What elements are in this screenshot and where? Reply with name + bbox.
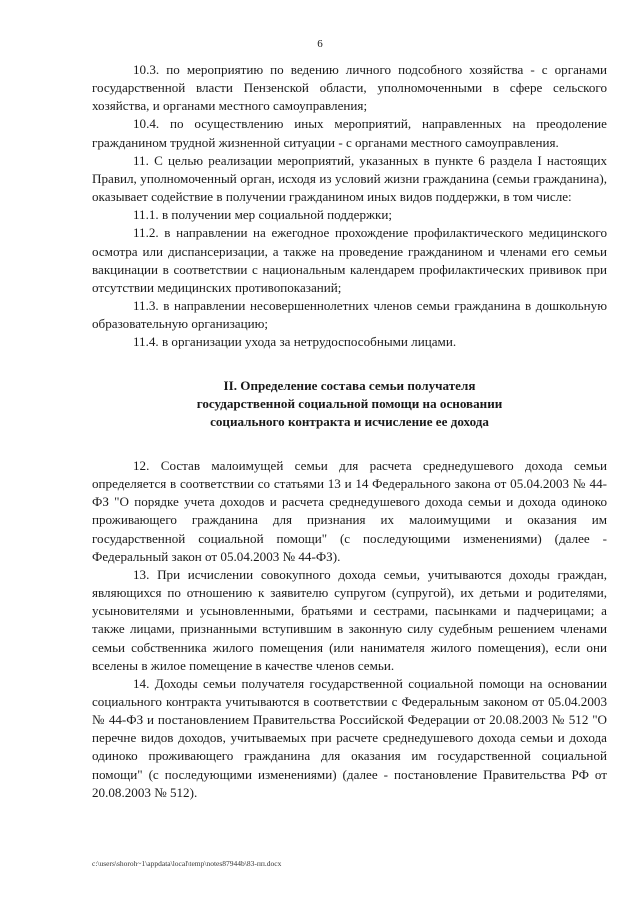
paragraph-11: 11. С целью реализации мероприятий, указанных в пункте 6 раздела I настоящих Правил, уполномоченный орган, исходя из условий жизни гражданина (семьи гражданина), оказывает содействие в получении гражданином иных видов поддержки, в том числе: xyxy=(92,152,607,205)
paragraph-14: 14. Доходы семьи получателя государственной социальной помощи на основании социального контракта учитываются в соответствии с Федеральным законом от 05.04.2003 № 44-ФЗ и постановлением Правительства Российской Федерации от 20.08.2003 № 512 "О перечне видов доходов, учитываемых при расчете среднедушевого дохода семьи и дохода одиноко проживающего гражданина для оказания им государственной социальной помощи" (с последующими изменениями) (далее - постановление Правительства РФ от 20.08.2003 № 512). xyxy=(92,675,607,800)
section-heading-line-3: социального контракта и исчисление ее дохода xyxy=(210,413,489,429)
paragraph-11-2: 11.2. в направлении на ежегодное прохождение профилактического медицинского осмотра или диспансеризации, а также на проведение гражданином и членами его семьи вакцинации в соответствии с национальным календарем профилактических прививок при отсутствии медицинских противопоказаний; xyxy=(92,225,607,295)
page-number: 6 xyxy=(317,38,323,50)
section-heading xyxy=(92,377,607,431)
paragraph-11-3: 11.3. в направлении несовершеннолетних членов семьи гражданина в дошкольную образовательную организацию; xyxy=(92,298,607,332)
paragraph-10-3: 10.3. по мероприятию по ведению личного подсобного хозяйства - с органами государственной власти Пензенской области, уполномоченными в сфере сельского хозяйства, и органами местного самоуправления; xyxy=(92,62,607,114)
paragraph-11-1: 11.1. в получении мер социальной поддержки; xyxy=(133,207,393,223)
footer-file-path: c:\users\shoroh~1\appdata\local\temp\notes87944b\83-пп.docx xyxy=(92,859,282,868)
document-body xyxy=(92,61,607,802)
section-heading-line-2: государственной социальной помощи на основании xyxy=(196,395,503,411)
paragraph-12: 12. Состав малоимущей семьи для расчета среднедушевого дохода семьи определяется в соответствии со статьями 13 и 14 Федерального закона от 05.04.2003 № 44-ФЗ "О порядке учета доходов и расчета среднедушевого дохода семьи и дохода одиноко проживающего гражданина для признания их малоимущими и оказания им государственной социальной помощи" (с последующими изменениями) (далее - Федеральный закон от 05.04.2003 № 44-ФЗ). xyxy=(92,457,607,564)
paragraph-11-4: 11.4. в организации ухода за нетрудоспособными лицами. xyxy=(133,334,457,350)
paragraph-10-4: 10.4. по осуществлению иных мероприятий, направленных на преодоление гражданином трудной жизненной ситуации - с органами местного самоуправления. xyxy=(92,116,607,150)
section-heading-line-1: II. Определение состава семьи получателя xyxy=(223,377,476,393)
paragraph-13: 13. При исчислении совокупного дохода семьи, учитываются доходы граждан, являющихся по отношению к заявителю супругом (супругой), их детьми и родителями, усыновителями и усыновленными, братьями и сестрами, пасынками и падчерицами; а также лицами, признанными вступившим в законную силу судебным решением членами семьи собственника жилого помещения (или нанимателя жилого помещения), если они вселены в жилое помещение в качестве членов семьи. xyxy=(92,566,607,673)
